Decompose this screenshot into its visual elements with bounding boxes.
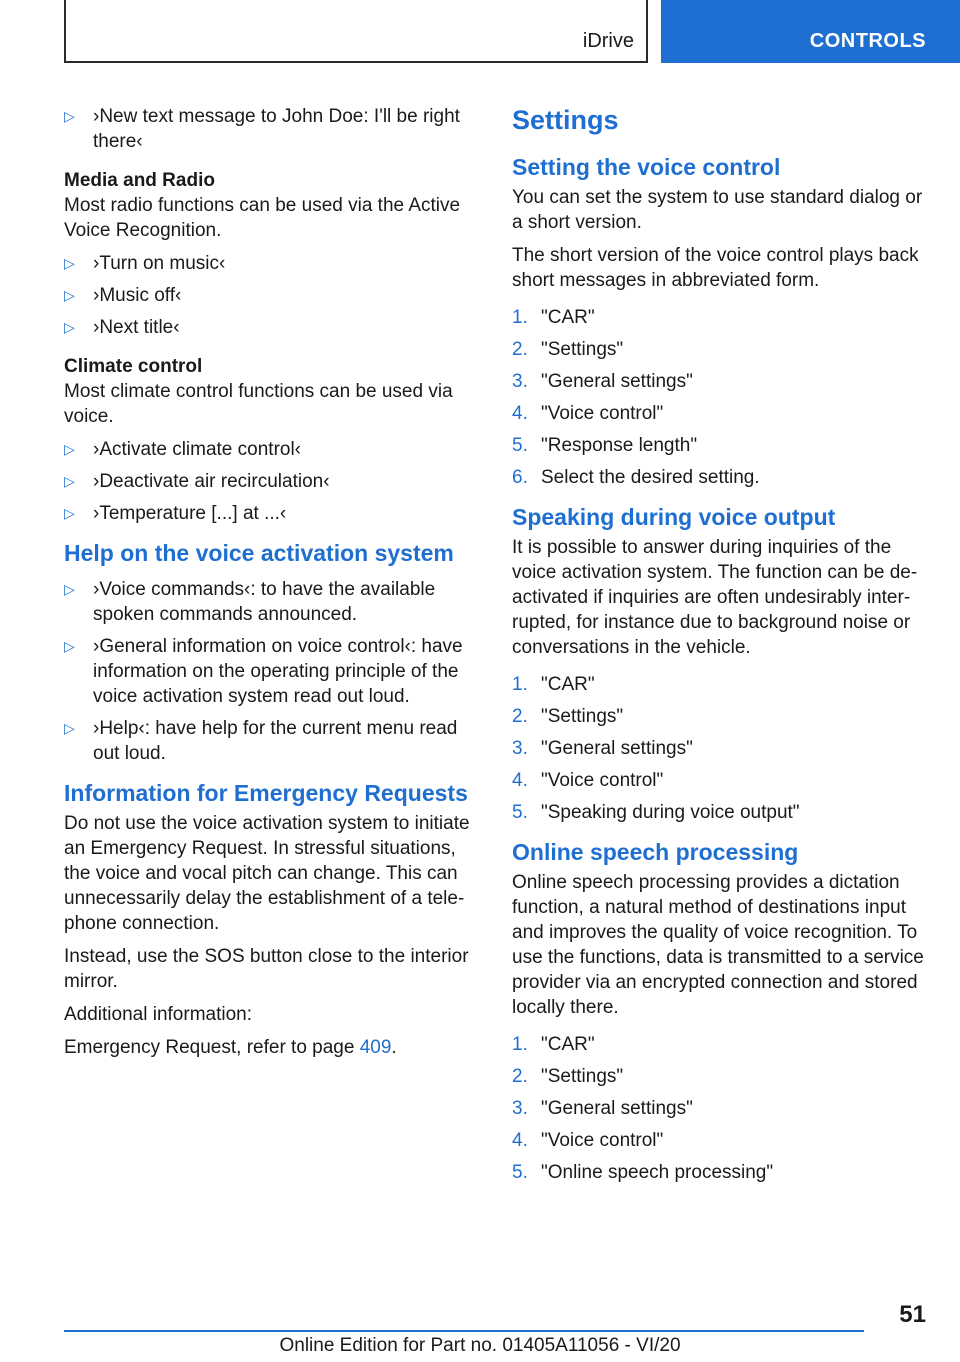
list-item: 3. "General settings": [512, 738, 693, 759]
list-item: ▷ ›Turn on music‹: [64, 253, 226, 274]
triangle-bullet-icon: ▷: [64, 441, 75, 457]
list-item: 5. "Speaking during voice output": [512, 802, 800, 823]
left-column: [64, 104, 476, 1068]
list-item: ▷ ›Next title‹: [64, 317, 180, 338]
right-column: [512, 104, 930, 1199]
instead-paragraph: Instead, use the SOS button close to the interior mirror.: [64, 946, 469, 992]
header-section-title: iDrive: [582, 30, 634, 52]
list-item: ▷ ›Deactivate air recirculation‹: [64, 471, 330, 492]
footer-edition: [0, 1333, 960, 1358]
footer-edition-text: Online Edition for Part no. 01405A11056 - VI/20: [279, 1335, 681, 1356]
list-item: 2. "Settings": [512, 339, 624, 360]
list-item: 2. "Settings": [512, 1066, 624, 1087]
list-item: ▷ ›Voice commands‹: to have the available spoken commands announced.: [64, 579, 436, 625]
list-item: 4. "Voice control": [512, 1130, 664, 1151]
list-item: 5. "Online speech processing": [512, 1162, 774, 1183]
page-reference-link[interactable]: 409: [359, 1037, 392, 1058]
settings-heading: Settings: [512, 105, 619, 135]
speaking-heading: Speaking during voice output: [512, 504, 836, 530]
triangle-bullet-icon: ▷: [64, 581, 75, 597]
triangle-bullet-icon: ▷: [64, 505, 75, 521]
list-item: 4. "Voice control": [512, 403, 664, 424]
climate-bullet-list: [64, 437, 476, 526]
emergency-paragraph: Do not use the voice activation system to initiate an Emergency Request. In stressful situations, the voice and vocal pitch can change. This can unnecessarily delay the establishment of a telephone connection.: [64, 813, 470, 934]
header-chapter-tab: [661, 0, 960, 63]
triangle-bullet-icon: ▷: [64, 108, 75, 124]
triangle-bullet-icon: ▷: [64, 287, 75, 303]
page-number: 51: [899, 1301, 926, 1328]
climate-paragraph: Most climate control functions can be used via voice.: [64, 381, 453, 427]
list-item: ▷ ›Activate climate control‹: [64, 439, 302, 460]
list-item: 2. "Settings": [512, 706, 624, 727]
climate-subheading: Climate control: [64, 356, 203, 377]
help-heading: Help on the voice activation system: [64, 540, 454, 566]
voice-steps-list: [512, 305, 930, 490]
online-heading: Online speech processing: [512, 839, 799, 865]
header-chapter-title: CONTROLS: [809, 30, 926, 52]
list-item: 1. "CAR": [512, 674, 595, 695]
media-paragraph: Most radio functions can be used via the Active Voice Recognition.: [64, 195, 461, 241]
intro-bullet-list: [64, 104, 476, 154]
triangle-bullet-icon: ▷: [64, 473, 75, 489]
triangle-bullet-icon: ▷: [64, 255, 75, 271]
triangle-bullet-icon: ▷: [64, 638, 75, 654]
list-item: 4. "Voice control": [512, 770, 664, 791]
list-item: ▷ ›Temperature [...] at ...‹: [64, 503, 287, 524]
footer-divider: [64, 1330, 864, 1332]
additional-info-label: Additional information:: [64, 1004, 252, 1025]
speaking-paragraph: It is possible to answer during inquiries of the voice activation system. The function can be deactivated if inquiries are often undesirably interrupted, for instance due to background noise or conversations in the vehicle.: [512, 537, 918, 658]
voice-paragraph-1: You can set the system to use standard dialog or a short version.: [512, 187, 923, 233]
triangle-bullet-icon: ▷: [64, 720, 75, 736]
list-item: ▷ ›New text message to John Doe: I'll be right there‹: [64, 106, 460, 152]
list-item: 6. Select the desired setting.: [512, 467, 760, 488]
online-steps-list: [512, 1032, 930, 1185]
online-paragraph: Online speech processing provides a dictation function, a natural method of destinations input and improves the quality of voice recognition. To use the functions, data is transmitted to a service provider via an encrypted connection and stored locally there.: [512, 872, 924, 1018]
list-item: ▷ ›General information on voice control‹: have information on the operating principle of the voice activation system read out loud.: [64, 636, 463, 707]
help-bullet-list: [64, 577, 476, 766]
list-item: ▷ ›Music off‹: [64, 285, 182, 306]
list-item: ▷ ›Help‹: have help for the current menu read out loud.: [64, 718, 458, 764]
reference-paragraph: Emergency Request, refer to page 409.: [64, 1037, 397, 1058]
triangle-bullet-icon: ▷: [64, 319, 75, 335]
list-item: 1. "CAR": [512, 307, 595, 328]
speaking-steps-list: [512, 672, 930, 825]
list-item: 1. "CAR": [512, 1034, 595, 1055]
list-item: 3. "General settings": [512, 1098, 693, 1119]
media-subheading: Media and Radio: [64, 170, 215, 191]
media-bullet-list: [64, 251, 476, 340]
emergency-heading: Information for Emergency Requests: [64, 780, 468, 806]
list-item: 5. "Response length": [512, 435, 698, 456]
voice-control-heading: Setting the voice control: [512, 154, 781, 180]
list-item: 3. "General settings": [512, 371, 693, 392]
voice-paragraph-2: The short version of the voice control plays back short messages in abbreviated form.: [512, 245, 919, 291]
header-section-box: [64, 0, 648, 63]
